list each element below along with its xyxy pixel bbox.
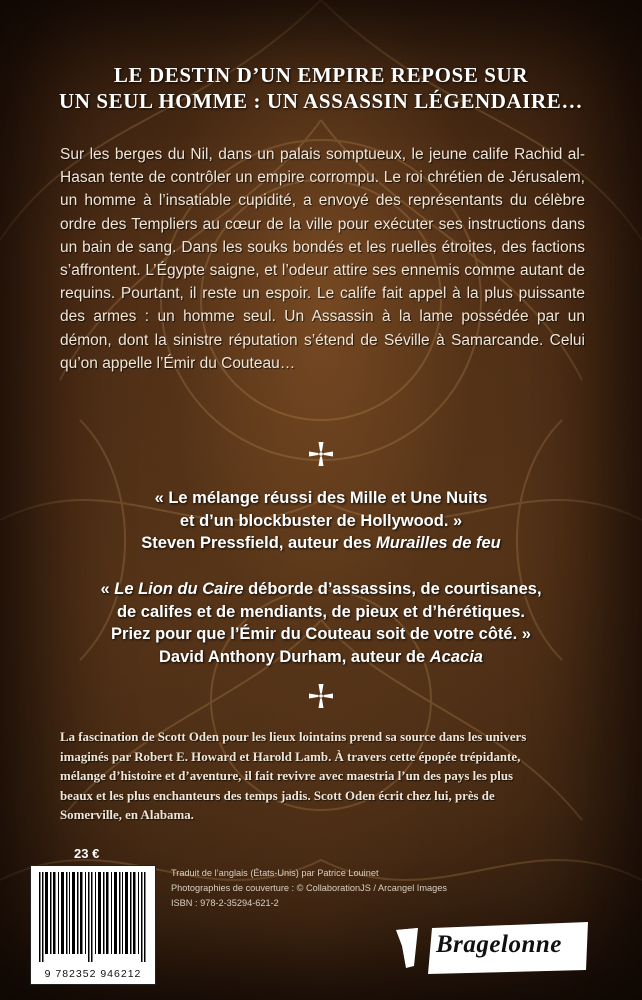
price-label: 23 € (74, 846, 100, 861)
quote-2-line-1 (40, 578, 602, 601)
headline-line-1: LE DESTIN D’UN EMPIRE REPOSE SUR (113, 63, 529, 87)
isbn-text: ISBN : 978-2-35294-621-2 (171, 898, 279, 909)
quote-2-line-2: de califes et de mendiants, de pieux et d’hérétiques. (116, 602, 526, 621)
quote-1-attribution (40, 532, 602, 555)
quote-1-work: Murailles de feu (376, 534, 501, 552)
credits (171, 866, 501, 912)
isbn-barcode (30, 865, 156, 985)
quote-2-title: Le Lion du Caire (114, 580, 244, 598)
headline-line-2: UN SEUL HOMME : UN ASSASSIN LÉGENDAIRE… (59, 89, 583, 113)
quote-1-line-2: et d’un blockbuster de Hollywood. » (179, 511, 463, 530)
quote-1-line-1: « Le mélange réussi des Mille et Une Nuits (154, 489, 488, 507)
quote-2-open: « (100, 580, 115, 598)
publisher-logo (388, 916, 590, 978)
cross-pattee-icon (309, 442, 333, 466)
author-bio-line-2: imaginés par Robert E. Howard et Harold Lamb. À travers cette épopée trépidante, (60, 749, 521, 764)
author-bio-line-5: Somerville, en Alabama. (60, 808, 194, 823)
quote-2-rest: déborde d’assassins, de courtisanes, (243, 580, 542, 598)
author-bio-line-4: beaux et les plus enchanteurs des temps jadis. Scott Oden écrit chez lui, près de (60, 788, 495, 803)
author-bio (60, 728, 595, 826)
author-bio-line-1: La fascination de Scott Oden pour les lieux lointains prend sa source dans les univers (60, 730, 527, 744)
headline (0, 62, 642, 114)
quote-2-author: David Anthony Durham, auteur de (159, 647, 430, 666)
review-quote-2 (40, 578, 602, 668)
synopsis-paragraph: Sur les berges du Nil, dans un palais somptueux, le jeune calife Rachid al-Hasan tente de contrôler un empire corrompu. Le roi chrétien de Jérusalem, un homme à l’insatiable cupidité, a envoyé des représentants du célèbre ordre des Templiers au cœur de la ville pour exécuter ses instructions dans un bain de sang. Dans les souks bondés et les ruelles étroites, des factions s’affrontent. L’Égypte saigne, et l’odeur attire ses ennemis comme autant de requins. Pourtant, il reste un espoir. Le calife fait appel à la plus puissante des armes : un homme seul. Un Assassin à la lame possédée par un démon, dont la sinistre réputation s’étend de Séville à Samarcande. Celui qu’on appelle l’Émir du Couteau… (60, 146, 585, 372)
photo-credit: Photographies de couverture : © CollaborationJS / Arcangel Images (171, 883, 447, 894)
quote-2-attribution (40, 646, 602, 669)
quote-1-author: Steven Pressfield, auteur des (141, 534, 377, 552)
barcode-number: 9 782352 946212 (44, 968, 142, 980)
quote-2-work: Acacia (429, 647, 483, 666)
author-bio-line-3: mélange d’histoire et d’aventure, il fait revivre avec maestria l’un des pays les plus (60, 769, 514, 784)
review-quote-1 (40, 487, 602, 555)
cross-pattee-icon (309, 684, 333, 708)
barcode-icon (37, 872, 149, 962)
quote-2-line-3: Priez pour que l’Émir du Couteau soit de votre côté. » (111, 625, 531, 643)
publisher-name: Bragelonne (436, 931, 562, 958)
translation-credit: Traduit de l’anglais (États-Unis) par Patrice Louinet (171, 868, 379, 878)
